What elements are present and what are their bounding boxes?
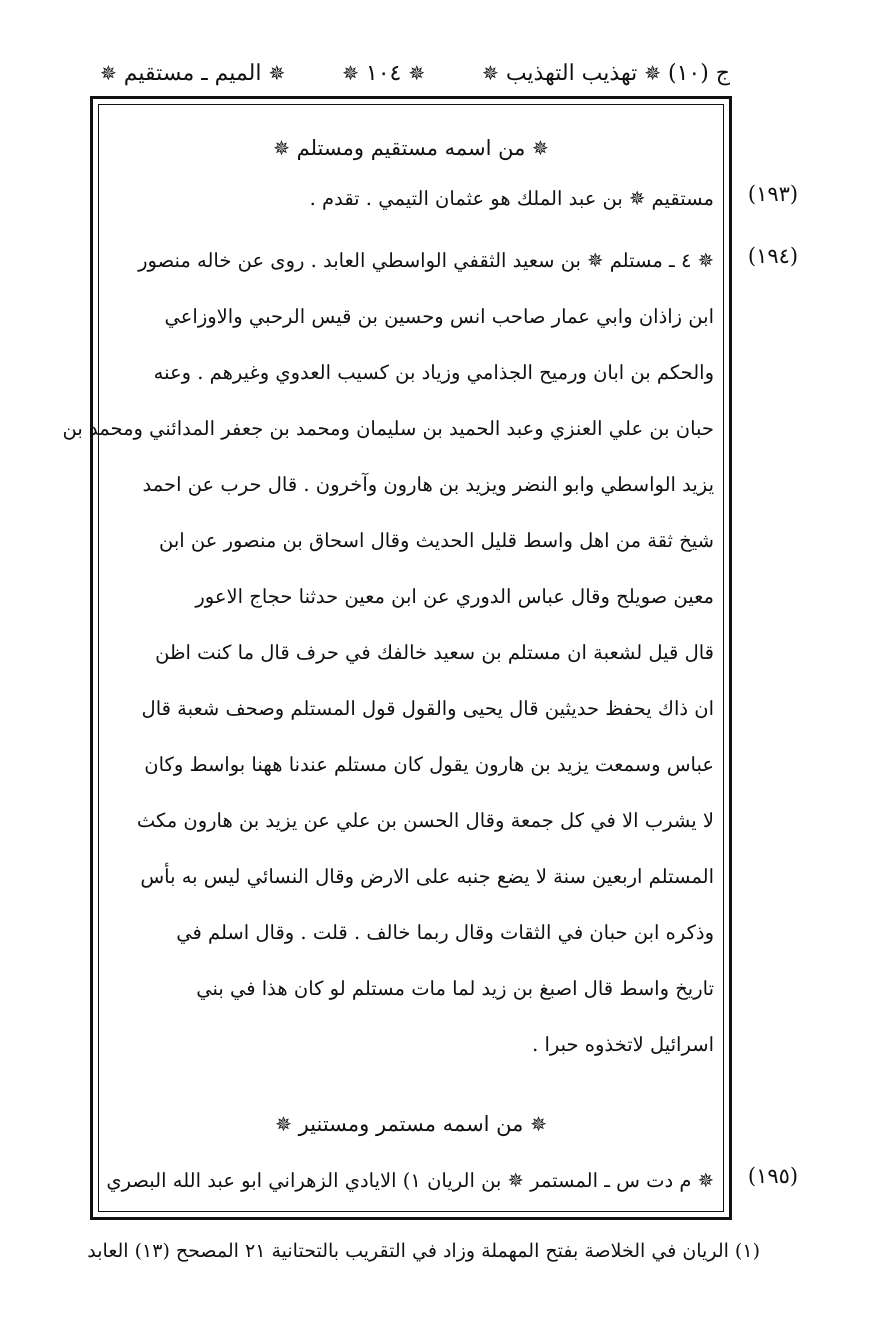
entry-text: مستقيم ✵ بن عبد الملك هو عثمان التيمي . تقدم . <box>309 187 714 210</box>
star-ornament-icon: ✵ <box>644 60 661 85</box>
header-book-title: ج (١٠) ✵ تهذيب التهذيب ✵ <box>482 60 730 86</box>
body-line: حبان بن علي العنزي وعبد الحميد بن سليمان ومحمد بن جعفر المدائني ومحمد بن <box>62 417 714 440</box>
star-ornament-icon: ✵ <box>532 136 549 160</box>
body-line: عباس وسمعت يزيد بن هارون يقول كان مستلم عندنا ههنا بواسط وكان <box>144 753 714 776</box>
body-line: اسرائيل لاتخذوه حبرا . <box>532 1033 714 1056</box>
body-line: ابن زاذان وابي عمار صاحب انس وحسين بن قيس الرحبي والاوزاعي <box>164 305 714 328</box>
entry-number: (١٩٣) <box>747 182 799 206</box>
star-ornament-icon: ✵ <box>530 1112 547 1136</box>
section-heading: ✵ من اسمه مستقيم ومستلم ✵ <box>273 136 549 160</box>
body-line: ✵ ٤ ـ مستلم ✵ بن سعيد الثقفي الواسطي العابد . روى عن خاله منصور <box>138 249 714 272</box>
body-line: لا يشرب الا في كل جمعة وقال الحسن بن علي عن يزيد بن هارون مكث <box>136 809 714 832</box>
body-line: معين صويلح وقال عباس الدوري عن ابن معين حدثنا حجاج الاعور <box>195 585 714 608</box>
body-line: والحكم بن ابان ورميح الجذامي وزياد بن كسيب العدوي وغيرهم . وعنه <box>153 361 714 384</box>
star-ornament-icon: ✵ <box>408 60 426 85</box>
star-ornament-icon: ✵ <box>268 60 286 85</box>
running-header <box>100 52 730 94</box>
section-heading: ✵ من اسمه مستمر ومستنير ✵ <box>275 1112 547 1136</box>
entry-text: ✵ م دت س ـ المستمر ✵ بن الريان ١) الايادي الزهراني ابو عبد الله البصري <box>106 1169 714 1192</box>
body-line: تاريخ واسط قال اصبغ بن زيد لما مات مستلم لو كان هذا في بني <box>196 977 714 1000</box>
star-ornament-icon: ✵ <box>273 136 290 160</box>
footnote: (١) الريان في الخلاصة بفتح المهملة وزاد في التقريب بالتحتانية ٢١ المصحح (١٣) العابد <box>87 1240 760 1262</box>
star-ornament-icon: ✵ <box>342 60 359 85</box>
star-ornament-icon: ✵ <box>482 60 499 85</box>
body-line: قال قيل لشعبة ان مستلم بن سعيد خالفك في حرف قال ما كنت اظن <box>155 641 714 664</box>
body-line: المستلم اربعين سنة لا يضع جنبه على الارض وقال النسائي ليس به بأس <box>140 865 714 888</box>
header-page-number: ✵ ١٠٤ ✵ <box>342 60 426 86</box>
body-line: يزيد الواسطي وابو النضر ويزيد بن هارون وآخرون . قال حرب عن احمد <box>142 473 714 496</box>
entry-number: (١٩٤) <box>747 244 799 268</box>
body-line: ان ذاك يحفظ حديثين قال يحيى والقول قول المستلم وصحف شعبة قال <box>141 697 714 720</box>
body-line: شيخ ثقة من اهل واسط قليل الحديث وقال اسحاق بن منصور عن ابن <box>159 529 714 552</box>
star-ornament-icon: ✵ <box>100 60 117 85</box>
star-ornament-icon: ✵ <box>275 1112 292 1136</box>
entry-number: (١٩٥) <box>747 1164 799 1188</box>
header-section: ✵ الميم ـ مستقيم ✵ <box>100 60 286 86</box>
body-line: وذكره ابن حبان في الثقات وقال ربما خالف . قلت . وقال اسلم في <box>176 921 714 944</box>
